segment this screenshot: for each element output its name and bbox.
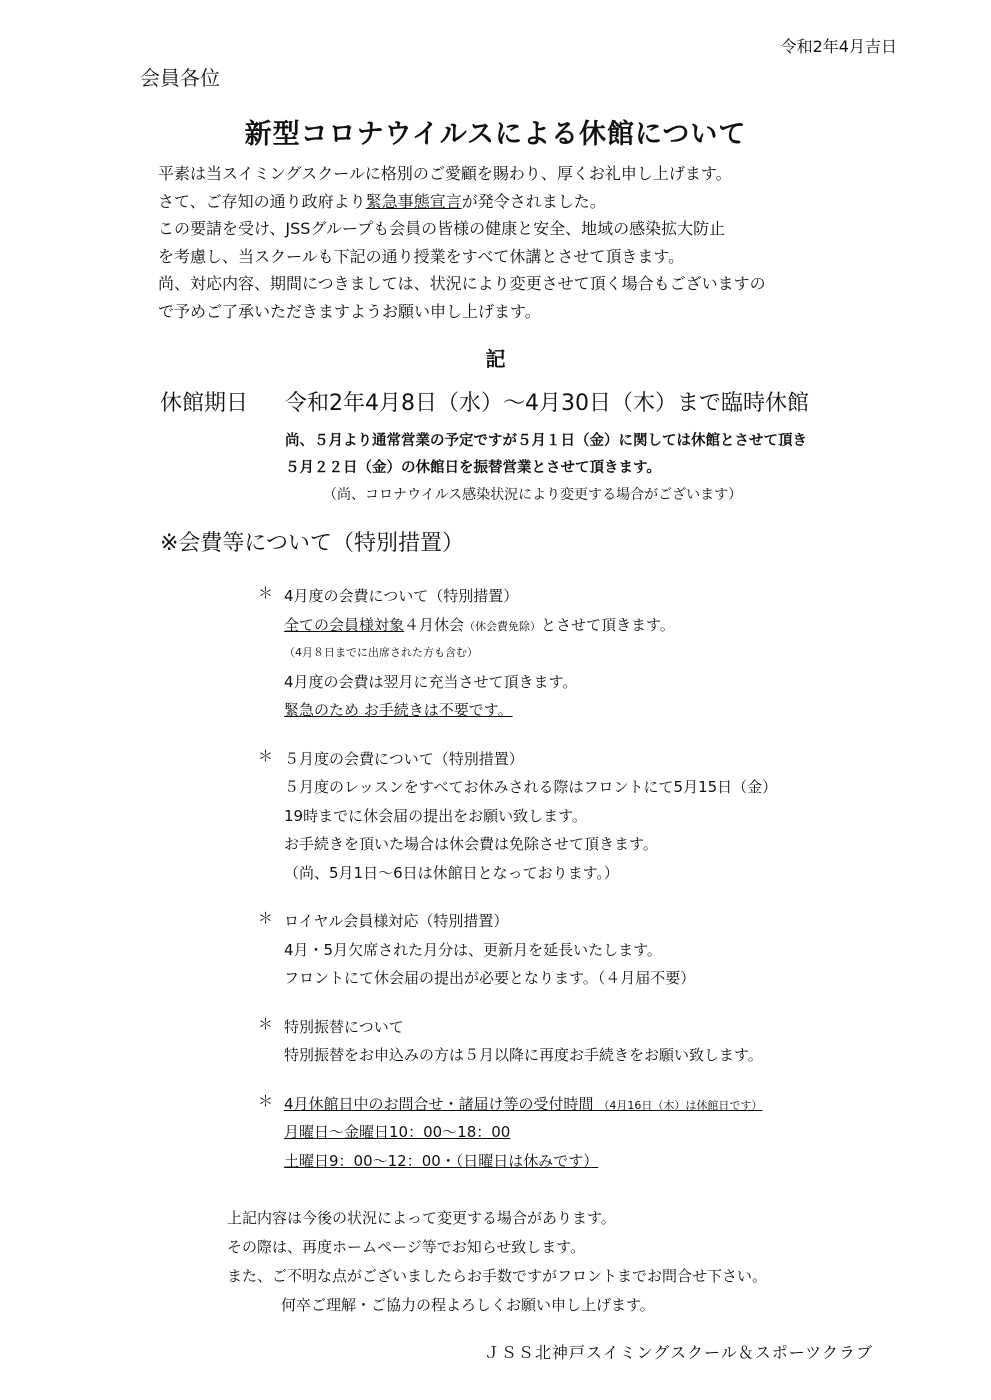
item-contact-hours bbox=[258, 1090, 777, 1176]
item-title: ロイヤル会員様対応（特別措置） bbox=[284, 912, 509, 930]
intro-text: さて、ご存知の通り政府より bbox=[158, 191, 366, 211]
item-line: 特別振替をお申込みの方は５月以降に再度お手続きをお願い致します。 bbox=[284, 1046, 763, 1064]
intro-line: 尚、対応内容、期間につきましては、状況により変更させて頂く場合もございますの bbox=[158, 274, 766, 294]
intro-line: この要請を受け、JSSグループも会員の皆様の健康と安全、地域の感染拡大防止 bbox=[158, 219, 726, 239]
item-line: 4月度の会費は翌月に充当させて頂きます。 bbox=[284, 672, 578, 691]
item-title: ５月度の会費について（特別措置） bbox=[284, 749, 524, 768]
closure-label: 休館期日 bbox=[160, 391, 249, 416]
item-april-fee bbox=[258, 582, 777, 725]
intro-paragraph bbox=[158, 160, 766, 326]
item-line: 4月・5月欠席された月分は、更新月を延長いたします。 bbox=[284, 940, 662, 959]
item-may-fee bbox=[258, 745, 777, 888]
contact-title-note: （4月16日（木）は休館日です） bbox=[598, 1098, 763, 1112]
footer-paragraph bbox=[227, 1204, 767, 1320]
closure-period bbox=[160, 386, 809, 417]
fee-items bbox=[258, 582, 777, 1195]
intro-line bbox=[158, 188, 766, 216]
closure-notes bbox=[285, 428, 807, 509]
asterisk-icon: ＊ bbox=[258, 1091, 274, 1110]
item-title bbox=[284, 1090, 777, 1119]
contact-title: 4月休館日中のお問合せ・諸届け等の受付時間 bbox=[284, 1094, 594, 1113]
organization-name: ＪＳＳ北神戸スイミングスクール＆スポーツクラブ bbox=[483, 1343, 873, 1362]
item-line: ５月度のレッスンをすべてお休みされる際はフロントにて5月15日（金） bbox=[284, 778, 778, 796]
document-date: 令和2年4月吉日 bbox=[780, 37, 897, 56]
item-line: フロントにて休会届の提出が必要となります。（４月届不要） bbox=[284, 969, 696, 987]
footer-line: また、ご不明な点がございましたらお手数ですがフロントまでお問合せ下さい。 bbox=[227, 1267, 768, 1285]
intro-line: 平素は当スイミングスクールに格別のご愛顧を賜わり、厚くお礼申し上げます。 bbox=[158, 164, 732, 183]
item-text: とさせて頂きます。 bbox=[541, 615, 675, 634]
item-line: （4月８日までに出席された方も含む） bbox=[284, 646, 478, 659]
item-line: （尚、5月1日～6日は休館日となっております。） bbox=[284, 863, 619, 882]
asterisk-icon: ＊ bbox=[258, 584, 274, 602]
saturday-hours: 土曜日9：00～12：00・（日曜日は休みです） bbox=[284, 1151, 599, 1170]
ki-heading: 記 bbox=[485, 347, 506, 371]
item-title: 特別振替について bbox=[284, 1017, 404, 1036]
footer-line: その際は、再度ホームページ等でお知らせ致します。 bbox=[227, 1238, 586, 1256]
item-text: （休会費免除） bbox=[464, 619, 542, 633]
emergency-declaration: 緊急事態宣言 bbox=[365, 191, 462, 211]
closure-dates: 令和2年4月8日（水）～4月30日（木）まで臨時休館 bbox=[285, 391, 809, 416]
item-title: 4月度の会費について（特別措置） bbox=[284, 587, 519, 605]
item-line: 19時までに休会届の提出をお願い致します。 bbox=[284, 806, 587, 825]
item-line bbox=[284, 611, 777, 640]
item-line: お手続きを頂いた場合は休会費は免除させて頂きます。 bbox=[284, 835, 658, 853]
asterisk-icon: ＊ bbox=[258, 746, 274, 765]
asterisk-icon: ＊ bbox=[258, 1014, 274, 1033]
footer-line: 何卒ご理解・ご協力の程よろしくお願い申し上げます。 bbox=[281, 1296, 655, 1314]
fee-heading: ※会費等について（特別措置） bbox=[160, 531, 464, 556]
item-royal-members bbox=[258, 907, 777, 993]
intro-line: で予めご了承いただきますようお願い申し上げます。 bbox=[158, 301, 541, 321]
item-special-transfer bbox=[258, 1013, 777, 1070]
intro-line: を考慮し、当スクールも下記の通り授業をすべて休講とさせて頂きます。 bbox=[158, 246, 685, 266]
no-procedure-text: 緊急のため お手続きは不要です。 bbox=[284, 701, 513, 719]
addressee: 会員各位 bbox=[140, 66, 220, 90]
item-line bbox=[284, 696, 777, 725]
closure-note: （尚、コロナウイルス感染状況により変更する場合がございます） bbox=[323, 487, 743, 503]
weekday-hours: 月曜日～金曜日10：00～18：00 bbox=[284, 1123, 511, 1141]
asterisk-icon: ＊ bbox=[258, 909, 274, 927]
closure-note: ５月２２日（金）の休館日を振替営業とさせて頂きます。 bbox=[285, 460, 661, 476]
item-text: ４月休会 bbox=[404, 615, 465, 634]
all-members-text: 全ての会員様対象 bbox=[284, 615, 405, 634]
footer-line: 上記内容は今後の状況によって変更する場合があります。 bbox=[227, 1209, 616, 1227]
closure-note: 尚、５月より通常営業の予定ですが５月１日（金）に関しては休館とさせて頂き bbox=[285, 433, 807, 449]
intro-text: が発令されました。 bbox=[461, 191, 606, 211]
document-title: 新型コロナウイルスによる休館について bbox=[244, 119, 747, 150]
